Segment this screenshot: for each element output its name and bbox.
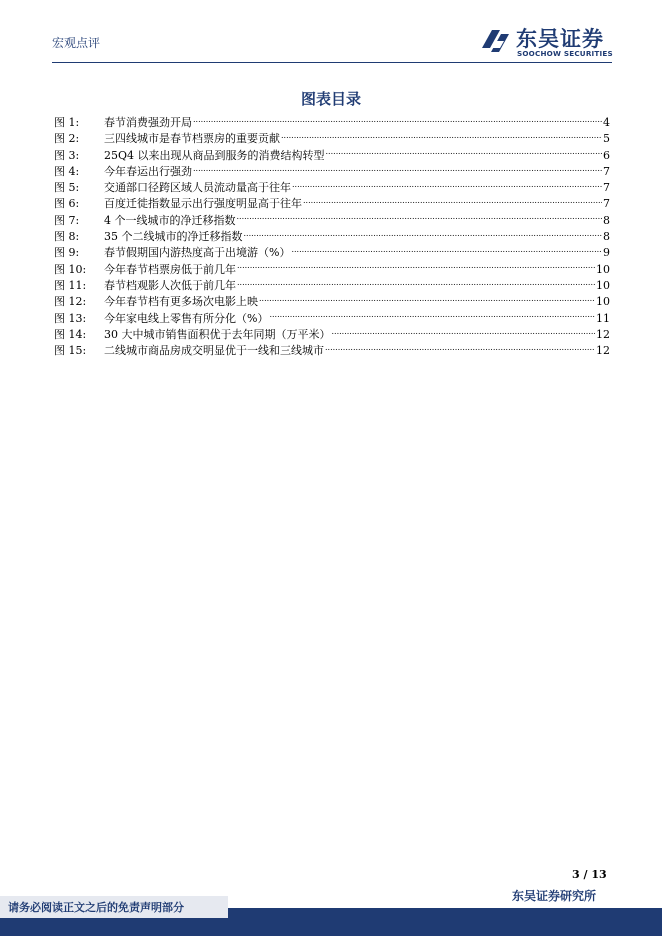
toc-item-page: 10 — [596, 262, 610, 276]
toc-item-number: 图 7: — [54, 213, 80, 227]
toc-item-page: 4 — [603, 116, 610, 129]
toc-item-title: 交通部口径跨区域人员流动量高于往年 — [104, 181, 291, 195]
toc-dot-leader — [326, 149, 602, 159]
toc-item-title: 35 个二线城市的净迁移指数 — [104, 230, 243, 244]
toc-item-number: 图 6: — [54, 197, 80, 211]
toc-dot-leader — [244, 230, 603, 240]
toc-item-number: 图 8: — [54, 230, 80, 244]
toc-item-title: 春节假期国内游热度高于出境游（%） — [104, 246, 291, 260]
toc-item[interactable] — [54, 294, 610, 310]
toc-item[interactable] — [54, 180, 610, 196]
toc-item-title: 今年春节档有更多场次电影上映 — [104, 295, 258, 309]
toc-dot-leader — [281, 132, 602, 142]
report-category: 宏观点评 — [52, 36, 101, 50]
toc-dot-leader — [193, 116, 602, 126]
toc-item-title: 4 个一线城市的净迁移指数 — [104, 213, 236, 227]
toc-item[interactable] — [54, 311, 610, 327]
toc-item-number: 图 1: — [54, 116, 80, 129]
toc-item[interactable] — [54, 278, 610, 294]
toc-item-title: 30 大中城市销售面积优于去年同期（万平米） — [104, 327, 331, 341]
toc-item[interactable] — [54, 164, 610, 180]
toc-item-number: 图 2: — [54, 132, 80, 146]
toc-item[interactable] — [54, 115, 610, 131]
toc-dot-leader — [237, 214, 603, 224]
toc-item-page: 8 — [603, 213, 610, 227]
logo-text-cn: 东吴证券 — [516, 27, 604, 51]
toc-item-number: 图 3: — [54, 148, 80, 162]
toc-item-title: 今年春节档票房低于前几年 — [104, 262, 236, 276]
toc-item-title: 百度迁徙指数显示出行强度明显高于往年 — [104, 197, 302, 211]
toc-item-number: 图 12: — [54, 295, 87, 309]
toc-item-number: 图 10: — [54, 262, 87, 276]
toc-item-page: 11 — [596, 311, 610, 325]
toc-item-page: 12 — [596, 344, 610, 358]
toc-item[interactable] — [54, 327, 610, 343]
toc-item[interactable] — [54, 148, 610, 164]
toc-item-page: 5 — [603, 132, 610, 146]
toc-dot-leader — [325, 344, 595, 354]
toc-item[interactable] — [54, 196, 610, 212]
toc-item-page: 10 — [596, 278, 610, 292]
page-title: 图表目录 — [300, 90, 361, 108]
toc-item-title: 今年春运出行强劲 — [104, 164, 192, 178]
page-number: 3 / 13 — [572, 868, 607, 881]
disclaimer-text: 请务必阅读正文之后的免责声明部分 — [8, 901, 184, 914]
toc-item-page: 7 — [603, 164, 610, 178]
toc-item-number: 图 14: — [54, 327, 87, 341]
toc-item-page: 8 — [603, 230, 610, 244]
toc-item-title: 三四线城市是春节档票房的重要贡献 — [104, 132, 280, 146]
toc-item[interactable] — [54, 213, 610, 229]
toc-dot-leader — [259, 295, 595, 305]
toc-dot-leader — [237, 263, 595, 273]
toc-item[interactable] — [54, 343, 610, 359]
toc-item-title: 二线城市商品房成交明显优于一线和三线城市 — [104, 344, 324, 358]
header-divider — [52, 62, 612, 63]
toc-dot-leader — [303, 197, 602, 207]
toc-item[interactable] — [54, 245, 610, 261]
toc-list — [54, 115, 610, 359]
toc-item-number: 图 5: — [54, 181, 80, 195]
toc-item-title: 春节消费强劲开局 — [104, 116, 192, 129]
toc-item[interactable] — [54, 262, 610, 278]
toc-dot-leader — [237, 279, 595, 289]
toc-item-page: 9 — [603, 246, 610, 260]
toc-item[interactable] — [54, 229, 610, 245]
toc-item-title: 春节档观影人次低于前几年 — [104, 278, 236, 292]
toc-dot-leader — [332, 328, 596, 338]
soochow-logo-icon — [478, 24, 512, 58]
toc-item[interactable] — [54, 131, 610, 147]
toc-dot-leader — [291, 246, 602, 256]
toc-item-page: 7 — [603, 197, 610, 211]
toc-item-number: 图 13: — [54, 311, 87, 325]
toc-item-number: 图 4: — [54, 164, 80, 178]
logo-text-en: SOOCHOW SECURITIES — [517, 49, 613, 58]
toc-item-page: 12 — [596, 327, 610, 341]
toc-item-title: 25Q4 以来出现从商品到服务的消费结构转型 — [104, 148, 325, 162]
toc-item-page: 6 — [603, 148, 610, 162]
toc-dot-leader — [292, 181, 602, 191]
toc-item-number: 图 15: — [54, 344, 87, 358]
company-logo — [478, 22, 618, 62]
toc-dot-leader — [269, 312, 595, 322]
toc-item-page: 10 — [596, 295, 610, 309]
toc-item-number: 图 9: — [54, 246, 80, 260]
toc-dot-leader — [193, 165, 602, 175]
toc-item-title: 今年家电线上零售有所分化（%） — [104, 311, 269, 325]
toc-item-number: 图 11: — [54, 278, 87, 292]
footer-organization: 东吴证券研究所 — [512, 889, 597, 903]
toc-item-page: 7 — [603, 181, 610, 195]
